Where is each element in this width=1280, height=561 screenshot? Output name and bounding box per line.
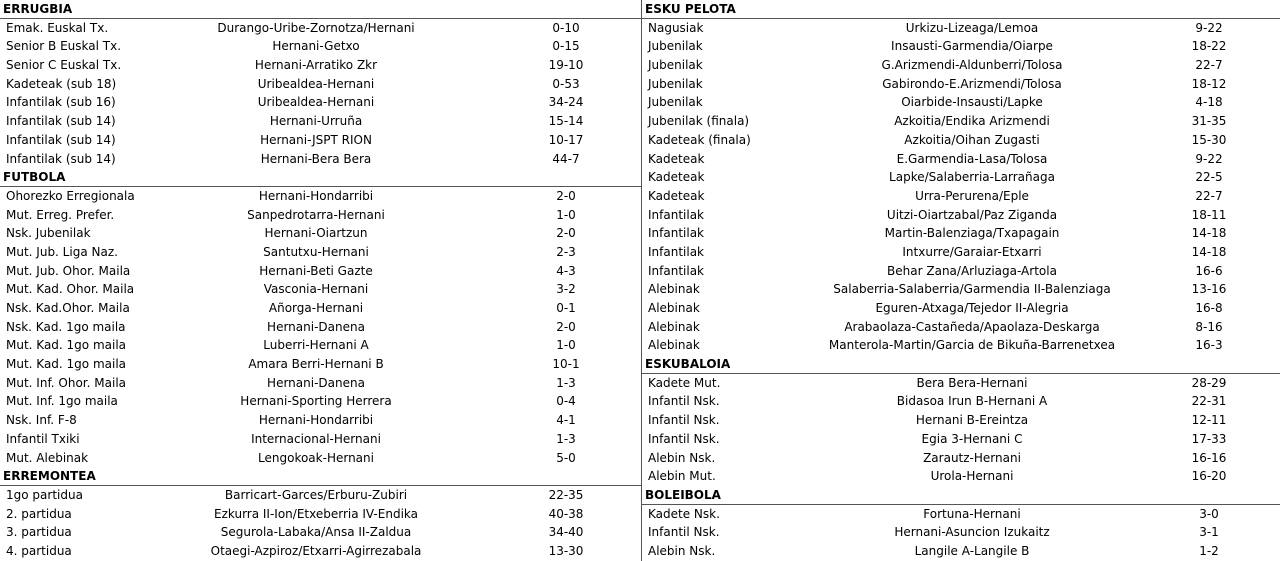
- result-row: [0, 37, 641, 56]
- result-row: [642, 374, 1280, 393]
- result-row: [0, 56, 641, 75]
- score-cell: 2-0: [556, 188, 576, 203]
- result-row: [0, 93, 641, 112]
- match-cell: Salaberria-Salaberria/Garmendia II-Balenziaga: [833, 282, 1111, 297]
- category-cell: Infantilak (sub 14): [6, 132, 116, 147]
- match-cell: Manterola-Martin/Garcia de Bikuña-Barrenetxea: [828, 338, 1116, 353]
- score-cell: 18-11: [1191, 207, 1227, 222]
- category-cell: Mut. Jub. Liga Naz.: [6, 244, 118, 259]
- result-row: [642, 523, 1280, 542]
- section-title: FUTBOLA: [0, 168, 641, 187]
- result-row: [642, 168, 1280, 187]
- score-cell: 2-0: [556, 319, 576, 334]
- result-row: [642, 280, 1280, 299]
- match-cell: Bidasoa Irun B-Hernani A: [896, 394, 1048, 409]
- match-cell: Hernani-Urruña: [269, 114, 363, 129]
- category-cell: Alebinak: [648, 338, 700, 353]
- score-cell: 8-16: [1195, 319, 1223, 334]
- score-cell: 10-1: [552, 357, 580, 372]
- score-cell: 40-38: [548, 506, 584, 521]
- result-row: [642, 56, 1280, 75]
- score-cell: 13-16: [1191, 282, 1227, 297]
- score-cell: 17-33: [1191, 431, 1227, 446]
- category-cell: Jubenilak: [648, 58, 703, 73]
- score-cell: 28-29: [1191, 375, 1227, 390]
- category-cell: Mut. Kad. 1go maila: [6, 357, 127, 372]
- match-cell: Ezkurra II-Ion/Etxeberria IV-Endika: [214, 506, 418, 521]
- match-cell: Egia 3-Hernani C: [921, 431, 1023, 446]
- match-cell: Intxurre/Garaiar-Etxarri: [902, 244, 1042, 259]
- result-row: [0, 243, 641, 262]
- match-cell: Hernani-Getxo: [272, 39, 360, 54]
- result-row: [0, 355, 641, 374]
- score-cell: 34-40: [548, 525, 584, 540]
- category-cell: Infantilak (sub 14): [6, 114, 116, 129]
- result-row: [642, 262, 1280, 281]
- category-cell: Kadeteak (sub 18): [6, 76, 117, 91]
- result-row: [0, 392, 641, 411]
- category-cell: 2. partidua: [6, 506, 72, 521]
- score-cell: 0-53: [552, 76, 580, 91]
- category-cell: Infantil Nsk.: [648, 394, 720, 409]
- result-row: [0, 299, 641, 318]
- category-cell: Alebinak: [648, 319, 700, 334]
- result-row: [642, 19, 1280, 38]
- match-cell: Hernani-Sporting Herrera: [240, 394, 392, 409]
- score-cell: 16-16: [1191, 450, 1227, 465]
- score-cell: 4-3: [556, 263, 576, 278]
- category-cell: Senior B Euskal Tx.: [6, 39, 122, 54]
- score-cell: 4-1: [556, 413, 576, 428]
- category-cell: Jubenilak: [648, 95, 703, 110]
- section-title: BOLEIBOLA: [642, 486, 1280, 505]
- match-cell: Urkizu-Lizeaga/Lemoa: [905, 20, 1039, 35]
- category-cell: Alebin Nsk.: [648, 543, 716, 558]
- result-row: [642, 318, 1280, 337]
- category-cell: Mut. Erreg. Prefer.: [6, 207, 115, 222]
- score-cell: 22-5: [1195, 170, 1223, 185]
- score-cell: 2-0: [556, 226, 576, 241]
- category-cell: Mut. Alebinak: [6, 450, 89, 465]
- match-cell: Vasconia-Hernani: [263, 282, 369, 297]
- score-cell: 1-3: [556, 375, 576, 390]
- score-cell: 19-10: [548, 58, 584, 73]
- result-row: [0, 505, 641, 524]
- result-row: [0, 486, 641, 505]
- result-row: [0, 336, 641, 355]
- section-esku-pelota: [642, 0, 1280, 355]
- category-cell: Ohorezko Erregionala: [6, 188, 135, 203]
- category-cell: Infantil Nsk.: [648, 413, 720, 428]
- score-cell: 0-4: [556, 394, 576, 409]
- category-cell: Infantilak: [648, 207, 705, 222]
- result-row: [0, 523, 641, 542]
- category-cell: Mut. Inf. 1go maila: [6, 394, 118, 409]
- score-cell: 18-12: [1191, 76, 1227, 91]
- category-cell: 1go partidua: [6, 487, 83, 502]
- section-title: ESKUBALOIA: [642, 355, 1280, 374]
- match-cell: Hernani-Danena: [267, 375, 365, 390]
- match-cell: Segurola-Labaka/Ansa II-Zaldua: [220, 525, 412, 540]
- result-row: [642, 336, 1280, 355]
- score-cell: 16-6: [1195, 263, 1223, 278]
- result-row: [642, 37, 1280, 56]
- match-cell: Añorga-Hernani: [268, 301, 364, 315]
- category-cell: Infantil Txiki: [6, 431, 80, 446]
- score-cell: 22-7: [1195, 188, 1223, 203]
- match-cell: Fortuna-Hernani: [923, 506, 1021, 521]
- match-cell: Otaegi-Azpiroz/Etxarri-Agirrezabala: [210, 543, 422, 558]
- match-cell: Behar Zana/Arluziaga-Artola: [887, 263, 1057, 278]
- category-cell: Nsk. Inf. F-8: [6, 413, 77, 428]
- result-row: [642, 131, 1280, 150]
- score-cell: 22-7: [1195, 58, 1223, 73]
- match-cell: Lengokoak-Hernani: [258, 450, 374, 465]
- score-cell: 12-11: [1191, 413, 1227, 428]
- category-cell: Emak. Euskal Tx.: [6, 20, 109, 35]
- category-cell: Jubenilak: [648, 39, 703, 54]
- result-row: [642, 449, 1280, 468]
- category-cell: Mut. Kad. Ohor. Maila: [6, 282, 135, 297]
- score-cell: 2-3: [556, 244, 576, 259]
- score-cell: 14-18: [1191, 244, 1227, 259]
- category-cell: Mut. Inf. Ohor. Maila: [6, 375, 126, 390]
- match-cell: Hernani B-Ereintza: [915, 413, 1029, 428]
- result-row: [642, 93, 1280, 112]
- result-row: [0, 187, 641, 206]
- category-cell: Infantilak: [648, 226, 705, 241]
- match-cell: Barricart-Garces/Erburu-Zubiri: [224, 487, 408, 502]
- result-row: [0, 411, 641, 430]
- match-cell: Hernani-Hondarribi: [258, 188, 374, 203]
- category-cell: Infantilak: [648, 244, 705, 259]
- result-row: [642, 392, 1280, 411]
- category-cell: Kadeteak: [648, 170, 705, 185]
- category-cell: Nsk. Jubenilak: [6, 226, 91, 241]
- match-cell: Durango-Uribe-Zornotza/Hernani: [217, 20, 415, 35]
- category-cell: Mut. Jub. Ohor. Maila: [6, 263, 131, 278]
- result-row: [0, 374, 641, 393]
- result-row: [0, 280, 641, 299]
- score-cell: 4-18: [1195, 95, 1223, 110]
- right-column: [641, 0, 1280, 561]
- match-cell: Internacional-Hernani: [251, 431, 381, 446]
- score-cell: 10-17: [548, 132, 584, 147]
- match-cell: Urola-Hernani: [930, 469, 1014, 484]
- match-cell: E.Garmendia-Lasa/Tolosa: [896, 151, 1048, 166]
- result-row: [0, 206, 641, 225]
- result-row: [0, 262, 641, 281]
- section-eskubaloia: [642, 355, 1280, 486]
- category-cell: Senior C Euskal Tx.: [6, 58, 122, 73]
- category-cell: Kadete Nsk.: [648, 506, 720, 521]
- match-cell: Langile A-Langile B: [914, 543, 1030, 558]
- category-cell: Alebin Mut.: [648, 469, 716, 484]
- match-cell: Santutxu-Hernani: [263, 244, 369, 259]
- category-cell: Kadeteak: [648, 151, 705, 166]
- match-cell: Uribealdea-Hernani: [257, 95, 375, 110]
- match-cell: Hernani-Oiartzun: [264, 226, 368, 241]
- score-cell: 34-24: [548, 95, 584, 110]
- score-cell: 15-14: [548, 114, 584, 129]
- score-cell: 1-2: [1199, 543, 1219, 558]
- score-cell: 15-30: [1191, 132, 1227, 147]
- score-cell: 3-1: [1199, 525, 1219, 540]
- match-cell: Oiarbide-Insausti/Lapke: [901, 95, 1043, 110]
- result-row: [642, 430, 1280, 449]
- result-row: [642, 411, 1280, 430]
- match-cell: Hernani-JSPT RION: [260, 132, 372, 147]
- score-cell: 0-1: [556, 301, 576, 315]
- result-row: [642, 150, 1280, 169]
- result-row: [642, 75, 1280, 94]
- category-cell: Infantil Nsk.: [648, 431, 720, 446]
- section-title: ERRUGBIA: [0, 0, 641, 19]
- score-cell: 3-0: [1199, 506, 1219, 521]
- section-title: ESKU PELOTA: [642, 0, 1280, 19]
- score-cell: 1-0: [556, 207, 576, 222]
- match-cell: Hernani-Bera Bera: [260, 151, 372, 166]
- section-errugbia: [0, 0, 641, 168]
- section-title: ERREMONTEA: [0, 467, 641, 486]
- category-cell: Nsk. Kad. 1go maila: [6, 319, 126, 334]
- category-cell: Jubenilak: [648, 76, 703, 91]
- match-cell: Sanpedrotarra-Hernani: [247, 207, 385, 222]
- score-cell: 1-0: [556, 338, 576, 353]
- section-boleibola: [642, 486, 1280, 561]
- result-row: [0, 318, 641, 337]
- category-cell: Kadeteak: [648, 188, 705, 203]
- match-cell: Eguren-Atxaga/Tejedor II-Alegria: [875, 301, 1069, 315]
- result-row: [0, 542, 641, 561]
- match-cell: Azkoitia/Oihan Zugasti: [904, 132, 1040, 147]
- match-cell: Lapke/Salaberria-Larrañaga: [889, 170, 1055, 185]
- result-row: [642, 542, 1280, 561]
- score-cell: 22-31: [1191, 394, 1227, 409]
- result-row: [642, 243, 1280, 262]
- match-cell: Hernani-Hondarribi: [258, 413, 374, 428]
- match-cell: Amara Berri-Hernani B: [248, 357, 384, 372]
- match-cell: Insausti-Garmendia/Oiarpe: [891, 39, 1053, 54]
- category-cell: 4. partidua: [6, 543, 72, 558]
- score-cell: 3-2: [556, 282, 576, 297]
- score-cell: 14-18: [1191, 226, 1227, 241]
- match-cell: Arabaolaza-Castañeda/Apaolaza-Deskarga: [844, 319, 1100, 334]
- score-cell: 0-10: [552, 20, 580, 35]
- category-cell: Infantil Nsk.: [648, 525, 720, 540]
- score-cell: 16-20: [1191, 469, 1227, 484]
- match-cell: Hernani-Danena: [267, 319, 365, 334]
- match-cell: G.Arizmendi-Aldunberri/Tolosa: [881, 58, 1063, 73]
- score-cell: 9-22: [1195, 20, 1223, 35]
- result-row: [0, 75, 641, 94]
- result-row: [0, 224, 641, 243]
- category-cell: Kadete Mut.: [648, 375, 721, 390]
- result-row: [642, 467, 1280, 486]
- result-row: [642, 112, 1280, 131]
- result-row: [642, 224, 1280, 243]
- result-row: [0, 112, 641, 131]
- result-row: [0, 150, 641, 169]
- category-cell: Alebin Nsk.: [648, 450, 716, 465]
- result-row: [642, 299, 1280, 318]
- match-cell: Hernani-Arratiko Zkr: [254, 58, 378, 73]
- score-cell: 5-0: [556, 450, 576, 465]
- category-cell: Nsk. Kad.Ohor. Maila: [6, 301, 130, 315]
- result-row: [642, 187, 1280, 206]
- result-row: [0, 430, 641, 449]
- score-cell: 16-3: [1195, 338, 1223, 353]
- result-row: [0, 449, 641, 468]
- match-cell: Luberri-Hernani A: [263, 338, 369, 353]
- category-cell: Nagusiak: [648, 20, 704, 35]
- score-cell: 44-7: [552, 151, 580, 166]
- match-cell: Hernani-Asuncion Izukaitz: [894, 525, 1050, 540]
- category-cell: Alebinak: [648, 282, 700, 297]
- match-cell: Azkoitia/Endika Arizmendi: [894, 114, 1050, 129]
- section-futbola: [0, 168, 641, 467]
- score-cell: 16-8: [1195, 301, 1223, 315]
- score-cell: 22-35: [548, 487, 584, 502]
- category-cell: Infantilak (sub 14): [6, 151, 116, 166]
- category-cell: Mut. Kad. 1go maila: [6, 338, 127, 353]
- match-cell: Zarautz-Hernani: [923, 450, 1021, 465]
- category-cell: Kadeteak (finala): [648, 132, 751, 147]
- category-cell: Jubenilak (finala): [648, 114, 750, 129]
- match-cell: Hernani-Beti Gazte: [259, 263, 373, 278]
- score-cell: 31-35: [1191, 114, 1227, 129]
- category-cell: 3. partidua: [6, 525, 72, 540]
- category-cell: Infantilak: [648, 263, 705, 278]
- result-row: [0, 19, 641, 38]
- score-cell: 9-22: [1195, 151, 1223, 166]
- category-cell: Infantilak (sub 16): [6, 95, 116, 110]
- match-cell: Uribealdea-Hernani: [257, 76, 375, 91]
- result-row: [0, 131, 641, 150]
- match-cell: Uitzi-Oiartzabal/Paz Ziganda: [886, 207, 1058, 222]
- score-cell: 1-3: [556, 431, 576, 446]
- score-cell: 0-15: [552, 39, 580, 54]
- match-cell: Gabirondo-E.Arizmendi/Tolosa: [882, 76, 1062, 91]
- category-cell: Alebinak: [648, 301, 700, 315]
- section-erremontea: [0, 467, 641, 560]
- result-row: [642, 206, 1280, 225]
- score-cell: 18-22: [1191, 39, 1227, 54]
- match-cell: Bera Bera-Hernani: [916, 375, 1028, 390]
- match-cell: Urra-Perurena/Eple: [915, 188, 1029, 203]
- match-cell: Martin-Balenziaga/Txapagain: [884, 226, 1060, 241]
- score-cell: 13-30: [548, 543, 584, 558]
- result-row: [642, 505, 1280, 524]
